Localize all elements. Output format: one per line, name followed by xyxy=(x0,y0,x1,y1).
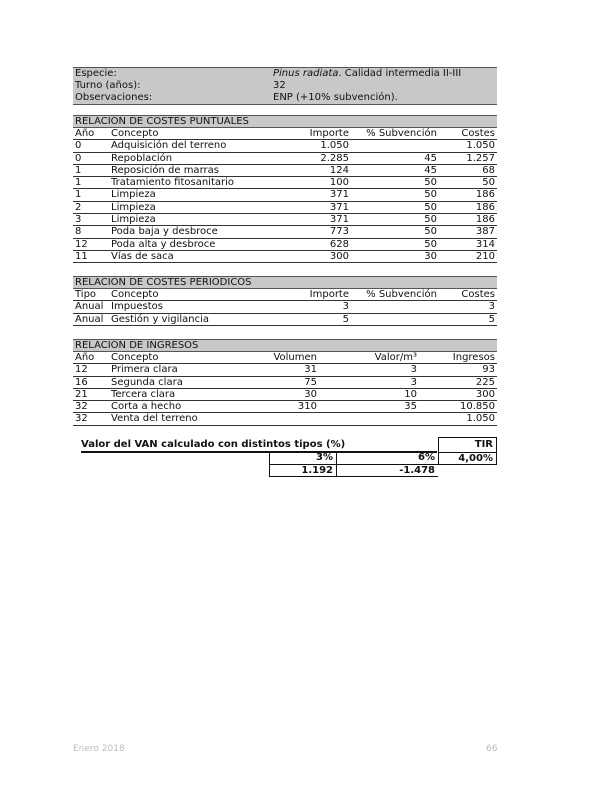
table-cell: 50 xyxy=(424,177,437,189)
table-cell: 12 xyxy=(75,364,88,376)
van-rate-3: 3% xyxy=(269,452,336,465)
table-cell: 3 xyxy=(488,301,495,313)
table-cell: 225 xyxy=(475,376,495,388)
table-cell: 371 xyxy=(329,201,349,213)
table-cell: 50 xyxy=(482,177,495,189)
table-cell: 10 xyxy=(404,388,417,400)
table-cell: 371 xyxy=(329,214,349,226)
table-row xyxy=(73,140,497,152)
table-cell: 30 xyxy=(304,388,317,400)
table-cell: Adquisición del terreno xyxy=(111,140,227,152)
ingresos-table xyxy=(73,339,497,426)
table-cell: 8 xyxy=(75,226,82,238)
table-row xyxy=(73,389,497,401)
table-row xyxy=(73,377,497,389)
table-cell: Tercera clara xyxy=(111,388,176,400)
table-header-row xyxy=(73,352,497,364)
table-row xyxy=(73,226,497,238)
table-cell: Repoblación xyxy=(111,152,173,164)
table-cell: 12 xyxy=(75,238,88,250)
table-cell: 35 xyxy=(404,401,417,413)
column-header: % Subvención xyxy=(366,289,437,300)
column-header: Tipo xyxy=(75,289,97,300)
van-title: Valor del VAN calculado con distintos tipos (%) xyxy=(81,439,437,453)
table-cell: Impuestos xyxy=(111,301,163,313)
table-cell: 16 xyxy=(75,376,88,388)
table-cell: 2 xyxy=(75,201,82,213)
costes-periodicos-table xyxy=(73,276,497,326)
table-cell: 50 xyxy=(424,226,437,238)
table-cell: 50 xyxy=(424,201,437,213)
table-cell: 93 xyxy=(482,364,495,376)
table-cell: 10.850 xyxy=(460,401,495,413)
table-cell: 1.050 xyxy=(320,140,349,152)
table-cell: 1 xyxy=(75,189,82,201)
table-cell: 310 xyxy=(297,401,317,413)
table-cell: 21 xyxy=(75,388,88,400)
table-cell: 31 xyxy=(304,364,317,376)
van-summary xyxy=(73,437,497,479)
section-title: RELACION DE COSTES PERIODICOS xyxy=(73,276,497,289)
table-cell: Limpieza xyxy=(111,214,156,226)
table-cell: 3 xyxy=(342,301,349,313)
table-row xyxy=(73,239,497,251)
footer-date: Enero 2018 xyxy=(73,744,125,754)
table-cell: 186 xyxy=(475,189,495,201)
table-cell: 68 xyxy=(482,164,495,176)
table-cell: 1 xyxy=(75,164,82,176)
species-name: Pinus radiata xyxy=(273,68,339,79)
table-row xyxy=(73,214,497,226)
table-row xyxy=(73,301,497,313)
table-cell: 314 xyxy=(475,238,495,250)
table-cell: 300 xyxy=(475,388,495,400)
table-cell: 5 xyxy=(488,313,495,325)
table-cell: Tratamiento fitosanitario xyxy=(111,177,235,189)
van-value-3: 1.192 xyxy=(269,464,336,477)
column-header: % Subvención xyxy=(366,128,437,139)
table-cell: Vías de saca xyxy=(111,250,174,262)
table-cell: Limpieza xyxy=(111,189,156,201)
column-header: Costes xyxy=(461,128,495,139)
table-cell: Segunda clara xyxy=(111,376,183,388)
especie-row xyxy=(73,68,497,80)
turno-row xyxy=(73,80,497,92)
table-cell: 45 xyxy=(424,152,437,164)
table-cell: 773 xyxy=(329,226,349,238)
table-row xyxy=(73,314,497,326)
table-cell: 3 xyxy=(410,376,417,388)
observaciones-value: ENP (+10% subvención). xyxy=(273,92,398,103)
especie-value xyxy=(273,68,461,80)
column-header: Valor/m³ xyxy=(374,352,417,363)
table-row xyxy=(73,202,497,214)
tir-value: 4,00% xyxy=(438,452,497,465)
table-cell: 50 xyxy=(424,214,437,226)
table-cell: Limpieza xyxy=(111,201,156,213)
table-cell: 32 xyxy=(75,413,88,425)
costes-puntuales-table xyxy=(73,115,497,263)
section-title: RELACION DE INGRESOS xyxy=(73,339,497,352)
table-cell: 371 xyxy=(329,189,349,201)
table-cell: Primera clara xyxy=(111,364,178,376)
column-header: Año xyxy=(75,352,95,363)
table-cell: 124 xyxy=(329,164,349,176)
column-header: Concepto xyxy=(111,352,159,363)
table-cell: 1 xyxy=(75,177,82,189)
column-header: Importe xyxy=(309,289,349,300)
species-header xyxy=(73,67,497,105)
table-cell: 3 xyxy=(410,364,417,376)
table-cell: 210 xyxy=(475,250,495,262)
table-row xyxy=(73,251,497,263)
table-header-row xyxy=(73,289,497,301)
footer-page-number: 66 xyxy=(486,744,498,754)
observaciones-label: Observaciones: xyxy=(75,92,153,103)
table-cell: Venta del terreno xyxy=(111,413,198,425)
column-header: Importe xyxy=(309,128,349,139)
table-cell: 45 xyxy=(424,164,437,176)
table-row xyxy=(73,413,497,425)
table-cell: 1.050 xyxy=(466,413,495,425)
turno-label: Turno (años): xyxy=(75,80,141,91)
table-cell: 2.285 xyxy=(320,152,349,164)
column-header: Concepto xyxy=(111,289,159,300)
table-cell: 50 xyxy=(424,189,437,201)
table-cell: Reposición de marras xyxy=(111,164,219,176)
table-row xyxy=(73,153,497,165)
column-header: Volumen xyxy=(273,352,317,363)
table-cell: 11 xyxy=(75,250,88,262)
table-cell: Anual xyxy=(75,313,104,325)
table-row xyxy=(73,401,497,413)
table-cell: 186 xyxy=(475,201,495,213)
table-cell: 1.050 xyxy=(466,140,495,152)
table-row xyxy=(73,165,497,177)
table-cell: 1.257 xyxy=(466,152,495,164)
table-cell: Poda baja y desbroce xyxy=(111,226,218,238)
table-cell: 0 xyxy=(75,140,82,152)
table-cell: Anual xyxy=(75,301,104,313)
table-cell: Poda alta y desbroce xyxy=(111,238,216,250)
column-header: Concepto xyxy=(111,128,159,139)
column-header: Año xyxy=(75,128,95,139)
section-title: RELACION DE COSTES PUNTUALES xyxy=(73,115,497,128)
table-header-row xyxy=(73,128,497,140)
table-row xyxy=(73,364,497,376)
table-row xyxy=(73,177,497,189)
table-cell: 32 xyxy=(75,401,88,413)
table-cell: 628 xyxy=(329,238,349,250)
van-rate-6: 6% xyxy=(336,452,438,465)
table-cell: 75 xyxy=(304,376,317,388)
tir-label: TIR xyxy=(438,437,497,453)
turno-value: 32 xyxy=(273,80,286,91)
table-cell: 300 xyxy=(329,250,349,262)
table-cell: 186 xyxy=(475,214,495,226)
column-header: Ingresos xyxy=(452,352,495,363)
table-cell: 387 xyxy=(475,226,495,238)
especie-label: Especie: xyxy=(75,68,117,79)
table-row xyxy=(73,189,497,201)
table-cell: 0 xyxy=(75,152,82,164)
table-cell: 3 xyxy=(75,214,82,226)
observaciones-row xyxy=(73,92,497,104)
table-cell: Gestión y vigilancia xyxy=(111,313,210,325)
table-cell: Corta a hecho xyxy=(111,401,182,413)
column-header: Costes xyxy=(461,289,495,300)
table-cell: 50 xyxy=(424,238,437,250)
table-cell: 100 xyxy=(329,177,349,189)
table-cell: 30 xyxy=(424,250,437,262)
species-quality: . Calidad intermedia II-III xyxy=(338,68,462,79)
table-cell: 5 xyxy=(342,313,349,325)
van-value-6: -1.478 xyxy=(336,464,438,477)
